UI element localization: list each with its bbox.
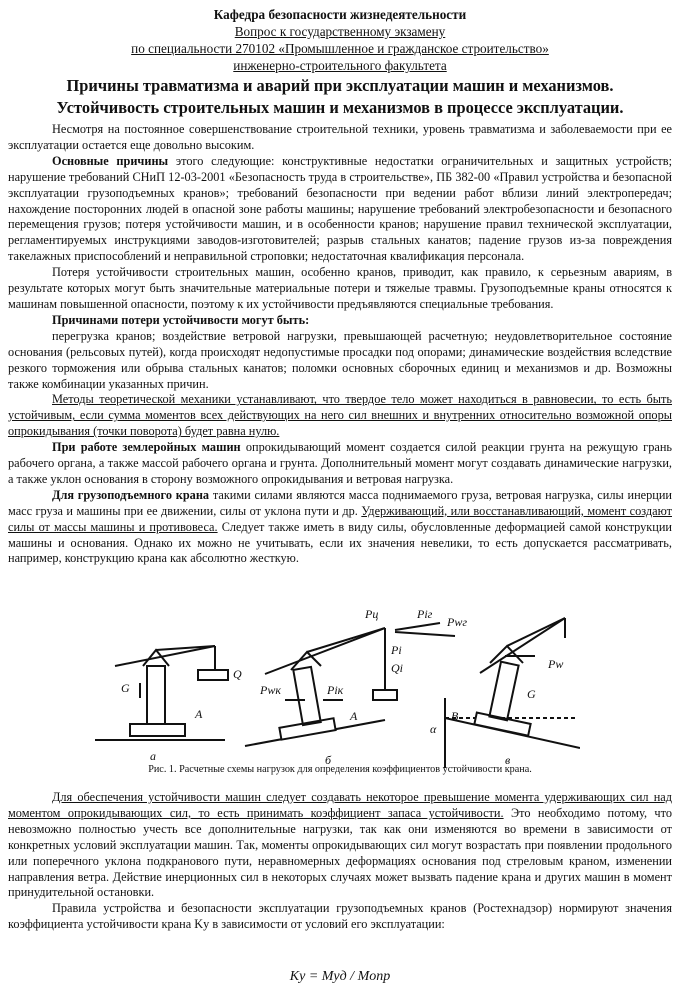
label-Pwr: Pwг xyxy=(447,615,468,629)
specialty-line: по специальности 270102 «Промышленное и гражданское строительство» xyxy=(131,41,549,56)
paragraph-intro: Несмотря на постоянное совершенствование строительной техники, уровень травматизма и заболеваемости при ее эксплуатации остается еще довольно высоким. xyxy=(8,122,672,152)
label-Qi: Qi xyxy=(391,661,403,675)
earthmoving-text: опрокидывающий момент создается силой реакции грунта на режущую грань рабочего органа, а также массой рабочего органа и грунта. Дополнительный момент могут создавать динамические нагрузки, а также уклон основания в сторону возможного опрокидывания и ветровая нагрузка. xyxy=(8,440,673,486)
label-Pir: Piг xyxy=(417,608,433,621)
main-title-line-2: Устойчивость строительных машин и механизмов в процессе эксплуатации. xyxy=(56,98,624,117)
label-B: B xyxy=(451,709,459,723)
body-text-lower xyxy=(8,790,672,933)
figure-caption: Рис. 1. Расчетные схемы нагрузок для определения коэффициентов устойчивости крана. xyxy=(148,764,532,775)
label-A-a: A xyxy=(195,707,203,721)
label-a: а xyxy=(150,749,156,763)
label-v: в xyxy=(505,753,511,767)
label-b: б xyxy=(325,753,332,767)
label-Pw: Pw xyxy=(548,657,564,671)
exam-question-line: Вопрос к государственному экзамену xyxy=(234,24,446,39)
main-title-line-1: Причины травматизма и аварий при эксплуатации машин и механизмов. xyxy=(66,76,614,95)
header-block xyxy=(0,6,680,118)
stability-causes-heading: Причинами потери устойчивости могут быть: xyxy=(52,312,310,327)
main-causes-text: этого следующие: конструктивные недостатки ограничительных и защитных устройств; нарушение требований СНиП 12-03-2001 «Безопасность труда в строительстве», ПБ 382-00 «Правил устройства и безопасной эксплуатации грузоподъемных кранов»; требований безопасности при ведении работ вблизи линий электропередач; нахождение посторонних людей в опасной зоне работы машины; нарушение требований электробезопасности и безопасного перемещения грузов; потеря устойчивости машин, и в особенности кранов; нарушение правил технической эксплуатации, регламентируемых инструкциями заводов-изготовителей; разрыв стальных канатов; падение грузов из-за повреждения такелажных приспособлений и неправильной строповки; недостаточная квалификация персонала. xyxy=(8,153,672,264)
paragraph-stability-causes: перегрузка кранов; воздействие ветровой нагрузки, превышающей расчетную; неудовлетворительное состояние основания (рельсовых путей), когда происходят недопустимые просадки под опорами; динамические воздействия вследствие резкого торможения или обрыва стальных канатов; поломки основных сборочных единиц и механизмов и др. Возможны также комбинации указанных причин. xyxy=(8,328,672,391)
paragraph-main-causes xyxy=(8,154,672,265)
body-text-upper xyxy=(8,122,672,567)
label-alpha: α xyxy=(430,722,437,736)
crane-text-underlined: Удерживающий, или восстанавливающий, момент создают силы от массы машины и противовеса. xyxy=(8,503,672,534)
label-Q-a: Q xyxy=(233,667,242,681)
label-G-c: G xyxy=(527,687,536,701)
stability-margin-underlined: Для обеспечения устойчивости машин следует создавать некоторое превышение момента удерживающих сил над моментом опрокидывающих сил, то есть принимать коэффициент запаса устойчивости. xyxy=(8,790,672,820)
crane-load-diagram xyxy=(95,608,580,770)
label-A-b: A xyxy=(350,709,358,723)
crane-text-a: такими силами являются масса поднимаемого груза, ветровая нагрузка, силы инерции масс груза и машины при ее движении, силы от уклона пути и др. xyxy=(8,487,673,518)
department-title: Кафедра безопасности жизнедеятельности xyxy=(213,7,467,22)
label-Pi: Pi xyxy=(391,643,402,657)
label-G-a: G xyxy=(121,681,130,695)
paragraph-mechanics: Методы теоретической механики устанавливают, что твердое тело может находиться в равновесии, то есть быть устойчивым, если сумма моментов всех действующих на него сил внешних и внутренних относительно возможной опоры опрокидывания (точки поворота) будет равна нулю. xyxy=(8,392,672,439)
stability-formula: Ky = Mуд / Mопр xyxy=(289,969,391,984)
crane-heading: Для грузоподъемного крана xyxy=(52,487,210,502)
paragraph-rules: Правила устройства и безопасности эксплуатации грузоподъемных кранов (Ростехнадзор) нормируют значения коэффициента устойчивости крана Kу в зависимости от условий его эксплуатации: xyxy=(8,901,672,932)
paragraph-earthmoving xyxy=(8,440,672,488)
earthmoving-heading: При работе землеройных машин xyxy=(52,440,241,455)
stability-margin-text: Это необходимо потому, что невозможно полностью учесть все дополнительные нагрузки, так как они изменяются во времени в зависимости от конкретных условий эксплуатации машин. Так, моменты опрокидывающих сил могут возрастать при появлении продольного или поперечного уклона подкранового пути, неравномерных деформациях основания под стреловым краном, изменении направления ветра. Действие инерционных сил в некоторых случаях может вызвать падение крана и других машин в момент принудительной остановки. xyxy=(8,805,672,900)
crane-text-b: Следует также иметь в виду силы, обусловленные деформацией самой конструкции машины и основания. Однако их можно не учитывать, если их значения невелики, то есть допускается рассматривать, например, конструкцию крана как абсолютно жесткую. xyxy=(8,519,672,566)
label-Pwk: Pwк xyxy=(260,683,281,697)
label-Pik: Piк xyxy=(327,683,344,697)
paragraph-stability-loss: Потеря устойчивости строительных машин, особенно кранов, приводит, как правило, к серьезным авариям, в результате которых могут быть значительные материальные потери и тяжелые травмы. Грузоподъемные краны относятся к машинам повышенной опасности, поэтому к их устойчивости предъявляются специальные требования. xyxy=(8,265,672,311)
paragraph-crane xyxy=(8,488,672,568)
main-causes-heading: Основные причины xyxy=(52,153,169,168)
label-Pc: Pц xyxy=(365,608,379,621)
faculty-line: инженерно-строительного факультета xyxy=(233,58,447,73)
paragraph-stability-margin xyxy=(8,790,672,901)
